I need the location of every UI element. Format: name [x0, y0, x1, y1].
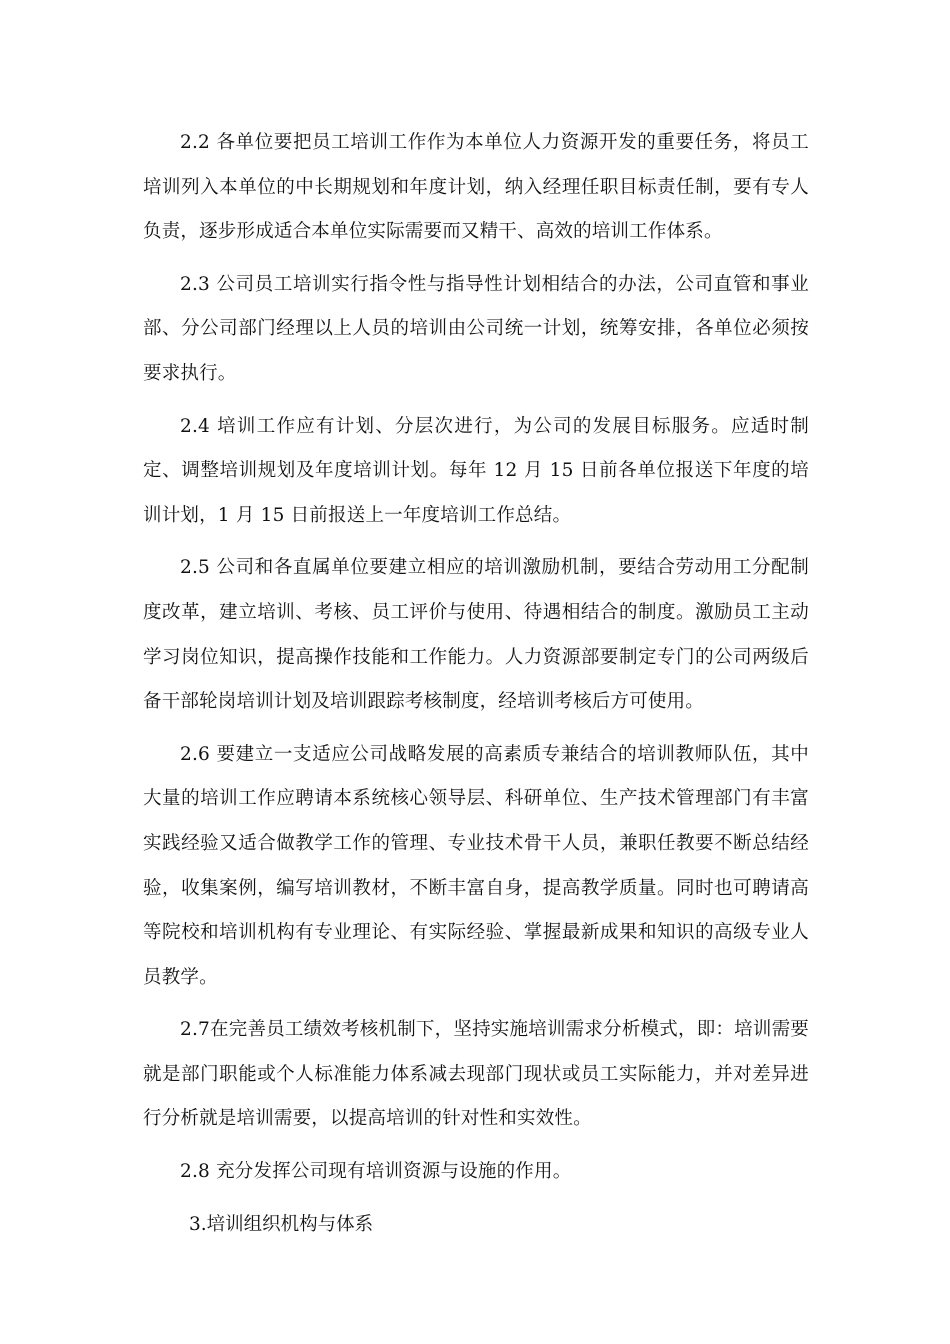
section-heading: 3.培训组织机构与体系 — [189, 1213, 374, 1235]
paragraph-2-7: 2.7在完善员工绩效考核机制下，坚持实施培训需求分析模式，即：培训需要就是部门职能或个人标准能力体系减去现部门现状或员工实际能力，并对差异进行分析就是培训需要，以提高培训的针对性和实效性。 — [143, 1019, 809, 1130]
paragraph-2-8: 2.8 充分发挥公司现有培训资源与设施的作用。 — [180, 1161, 572, 1183]
paragraph-2-6: 2.6 要建立一支适应公司战略发展的高素质专兼结合的培训教师队伍，其中大量的培训工作应聘请本系统核心领导层、科研单位、生产技术管理部门有丰富实践经验又适合做教学工作的管理、专业技术骨干人员，兼职任教要不断总结经验，收集案例，编写培训教材，不断丰富自身，提高教学质量。同时也可聘请高等院校和培训机构有专业理论、有实际经验、掌握最新成果和知识的高级专业人员教学。 — [143, 743, 809, 988]
paragraph-2-5: 2.5 公司和各直属单位要建立相应的培训激励机制，要结合劳动用工分配制度改革，建立培训、考核、员工评价与使用、待遇相结合的制度。激励员工主动学习岗位知识，提高操作技能和工作能力。人力资源部要制定专门的公司两级后备干部轮岗培训计划及培训跟踪考核制度，经培训考核后方可使用。 — [143, 557, 809, 713]
document-body — [143, 121, 809, 1247]
paragraph-2-2: 2.2 各单位要把员工培训工作作为本单位人力资源开发的重要任务，将员工培训列入本单位的中长期规划和年度计划，纳入经理任职目标责任制，要有专人负责，逐步形成适合本单位实际需要而又精干、高效的培训工作体系。 — [143, 132, 809, 243]
paragraph-2-4: 2.4 培训工作应有计划、分层次进行，为公司的发展目标服务。应适时制定、调整培训规划及年度培训计划。每年 12 月 15 日前各单位报送下年度的培训计划，1 月 15 日前报送上一年度培训工作总结。 — [143, 415, 809, 526]
paragraph-2-3: 2.3 公司员工培训实行指令性与指导性计划相结合的办法，公司直管和事业部、分公司部门经理以上人员的培训由公司统一计划，统筹安排，各单位必须按要求执行。 — [143, 273, 809, 384]
